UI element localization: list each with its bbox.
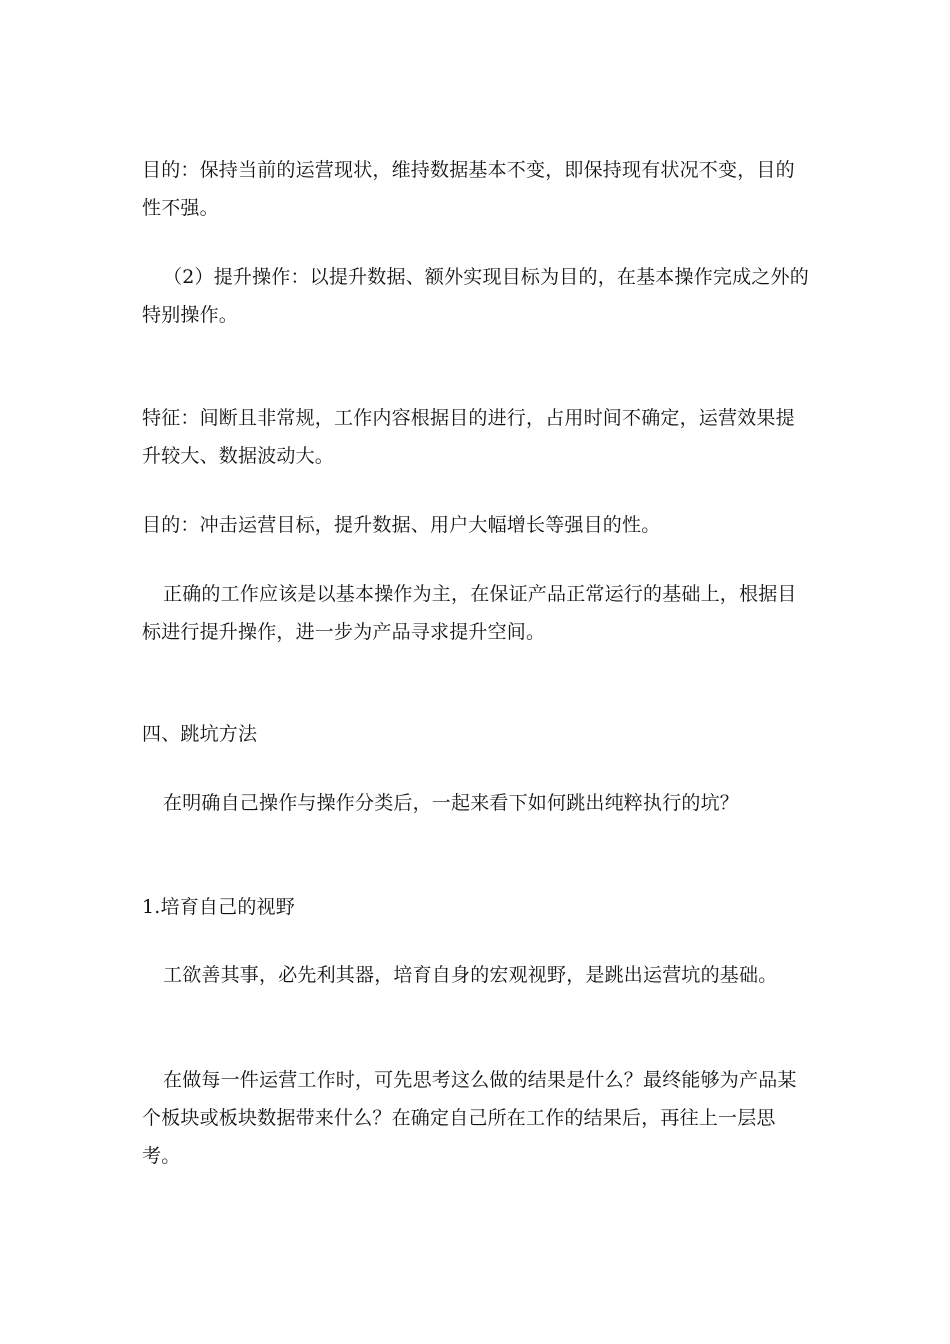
section-heading-escape-methods: 四、跳坑方法 [142, 723, 258, 745]
subheading-cultivate-vision: 1.培育自己的视野 [142, 896, 295, 918]
paragraph-think-results: 在做每一件运营工作时，可先思考这么做的结果是什么？最终能够为产品某个板块或板块数据带来什么？在确定自己所在工作的结果后，再往上一层思考。 [142, 1069, 797, 1167]
paragraph-tools-vision: 工欲善其事，必先利其器，培育自身的宏观视野，是跳出运营坑的基础。 [163, 964, 778, 986]
paragraph-intro-escape: 在明确自己操作与操作分类后，一起来看下如何跳出纯粹执行的坑？ [163, 792, 740, 814]
paragraph-purpose-improve: 目的：冲击运营目标，提升数据、用户大幅增长等强目的性。 [142, 514, 661, 536]
paragraph-purpose-basic: 目的：保持当前的运营现状，维持数据基本不变，即保持现有状况不变，目的性不强。 [142, 159, 795, 219]
paragraph-correct-work: 正确的工作应该是以基本操作为主，在保证产品正常运行的基础上，根据目标进行提升操作，进一步为产品寻求提升空间。 [142, 583, 797, 643]
paragraph-features: 特征：间断且非常规，工作内容根据目的进行，占用时间不确定，运营效果提升较大、数据波动大。 [142, 407, 795, 467]
paragraph-improve-operation: （2）提升操作：以提升数据、额外实现目标为目的，在基本操作完成之外的特别操作。 [142, 266, 809, 326]
